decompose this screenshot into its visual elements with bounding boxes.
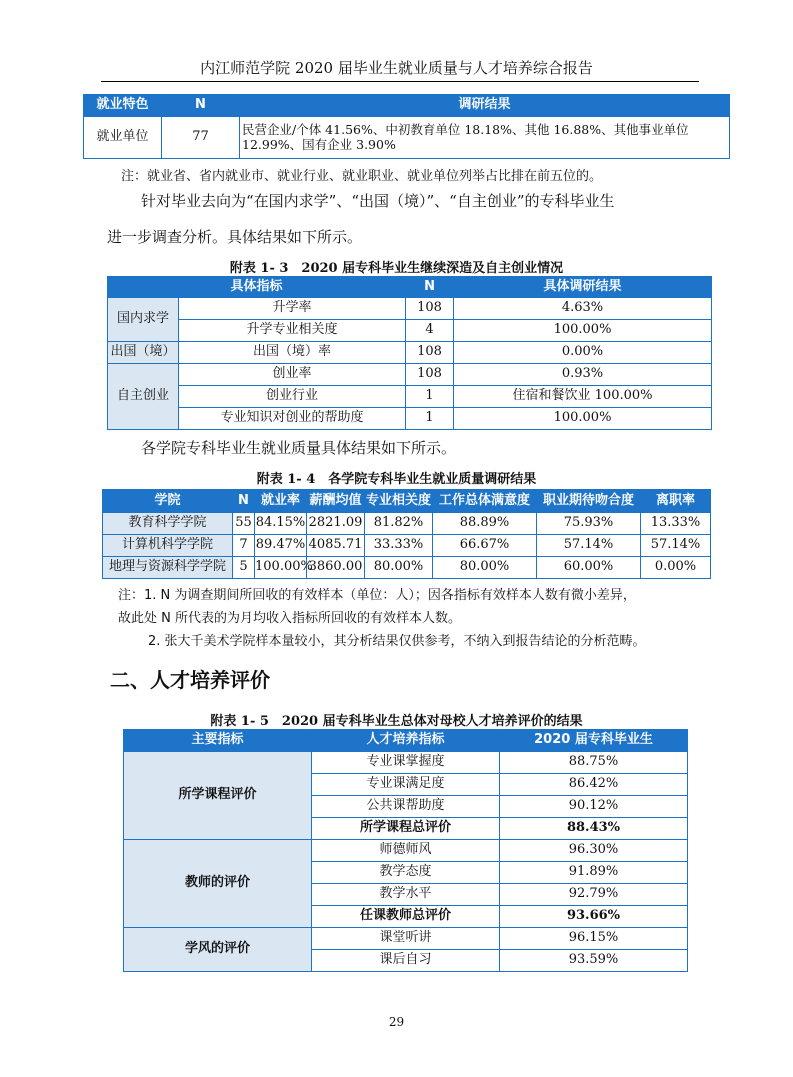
table-cell: 教学水平 bbox=[312, 884, 500, 906]
table-row bbox=[108, 386, 712, 408]
table-row bbox=[108, 320, 712, 342]
page-number: 29 bbox=[388, 1015, 405, 1029]
table-caption: 附表 1- 3 2020 届专科毕业生继续深造及自主创业情况 bbox=[229, 261, 564, 276]
table-cell: 96.30% bbox=[500, 840, 688, 862]
table-row bbox=[108, 408, 712, 430]
group-cell: 自主创业 bbox=[108, 364, 179, 430]
table-header: 专业相关度 bbox=[365, 490, 433, 513]
table-cell: 75.93% bbox=[537, 513, 641, 535]
table-row bbox=[108, 364, 712, 386]
table-header: 就业特色 bbox=[84, 95, 162, 117]
table-header: 就业率 bbox=[255, 490, 307, 513]
table-cell: 80.00% bbox=[365, 557, 433, 579]
table-header: N bbox=[406, 277, 454, 298]
table-cell bbox=[240, 117, 730, 159]
table-cell: 88.89% bbox=[433, 513, 537, 535]
table-header: 具体调研结果 bbox=[454, 277, 712, 298]
table-note: 2. 张大千美术学院样本量较小，其分析结果仅供参考，不纳入到报告结论的分析范畴。 bbox=[148, 634, 646, 649]
result-line: 12.99%、国有企业 3.90% bbox=[242, 136, 396, 152]
table-cell: 90.12% bbox=[500, 796, 688, 818]
table-cell: 86.42% bbox=[500, 774, 688, 796]
table-cell: 100.00% bbox=[454, 408, 712, 430]
table-cell: 2821.09 bbox=[307, 513, 365, 535]
table-cell: 108 bbox=[406, 298, 454, 320]
table-cell: 升学率 bbox=[179, 298, 406, 320]
table-note: 注：1. N 为调查期间所回收的有效样本（单位：人）；因各指标有效样本人数有微小差异， bbox=[118, 588, 636, 603]
table-row bbox=[84, 117, 730, 159]
table-cell: 0.00% bbox=[641, 557, 711, 579]
table-row bbox=[108, 342, 712, 364]
section-heading: 二、人才培养评价 bbox=[110, 668, 270, 692]
table-cell: 4.63% bbox=[454, 298, 712, 320]
group-cell: 出国（境） bbox=[108, 342, 179, 364]
table-header: 工作总体满意度 bbox=[433, 490, 537, 513]
table-row bbox=[103, 513, 711, 535]
table-cell: 出国（境）率 bbox=[179, 342, 406, 364]
college-quality-table bbox=[102, 489, 711, 579]
table-cell: 88.75% bbox=[500, 752, 688, 774]
group-cell: 学风的评价 bbox=[124, 928, 312, 972]
table-cell: 84.15% bbox=[255, 513, 307, 535]
table-cell: 课堂听讲 bbox=[312, 928, 500, 950]
table-header: 人才培养指标 bbox=[312, 730, 500, 752]
table-cell: 33.33% bbox=[365, 535, 433, 557]
table-cell: 3860.00 bbox=[307, 557, 365, 579]
table-cell: 7 bbox=[233, 535, 255, 557]
table-cell: 81.82% bbox=[365, 513, 433, 535]
table-header: 职业期待吻合度 bbox=[537, 490, 641, 513]
table-cell: 5 bbox=[233, 557, 255, 579]
table-cell: 108 bbox=[406, 364, 454, 386]
table-cell: 55 bbox=[233, 513, 255, 535]
table-cell: 任课教师总评价 bbox=[312, 906, 500, 928]
table-cell: 4085.71 bbox=[307, 535, 365, 557]
table-cell: 89.47% bbox=[255, 535, 307, 557]
group-cell: 教师的评价 bbox=[124, 840, 312, 928]
table-cell: 1 bbox=[406, 408, 454, 430]
paragraph-line: 针对毕业去向为“在国内求学”、“出国（境）”、“自主创业”的专科毕业生 bbox=[141, 192, 615, 210]
table-cell: 所学课程总评价 bbox=[312, 818, 500, 840]
table-row bbox=[124, 752, 688, 774]
table-header: 调研结果 bbox=[240, 95, 730, 117]
table-caption: 附表 1- 4 各学院专科毕业生就业质量调研结果 bbox=[256, 472, 537, 487]
paragraph-line: 进一步调查分析。具体结果如下所示。 bbox=[107, 228, 363, 246]
table-header: 薪酬均值 bbox=[307, 490, 365, 513]
table-header: 学院 bbox=[103, 490, 233, 513]
table-cell: 4 bbox=[406, 320, 454, 342]
table-cell: 80.00% bbox=[433, 557, 537, 579]
table-cell: 100.00% bbox=[454, 320, 712, 342]
table-cell: 93.59% bbox=[500, 950, 688, 972]
further-study-table bbox=[107, 276, 712, 430]
table-cell: 60.00% bbox=[537, 557, 641, 579]
table-header: 具体指标 bbox=[108, 277, 406, 298]
header-rule bbox=[101, 81, 699, 82]
table-row bbox=[124, 840, 688, 862]
table-cell: 创业率 bbox=[179, 364, 406, 386]
table-cell: 93.66% bbox=[500, 906, 688, 928]
table-cell: 57.14% bbox=[641, 535, 711, 557]
table-cell: 师德师风 bbox=[312, 840, 500, 862]
table-cell: 91.89% bbox=[500, 862, 688, 884]
table-note: 故此处 N 所代表的为月均收入指标所回收的有效样本人数。 bbox=[118, 611, 461, 626]
table-cell: 公共课帮助度 bbox=[312, 796, 500, 818]
table-cell: 住宿和餐饮业 100.00% bbox=[454, 386, 712, 408]
table-caption: 附表 1- 5 2020 届专科毕业生总体对母校人才培养评价的结果 bbox=[210, 714, 583, 729]
table-cell: 88.43% bbox=[500, 818, 688, 840]
page-header-title: 内江师范学院 2020 届毕业生就业质量与人才培养综合报告 bbox=[200, 59, 593, 77]
table-cell: 专业知识对创业的帮助度 bbox=[179, 408, 406, 430]
table-cell: 57.14% bbox=[537, 535, 641, 557]
table-row bbox=[103, 557, 711, 579]
table-cell: 地理与资源科学学院 bbox=[103, 557, 233, 579]
table-cell: 1 bbox=[406, 386, 454, 408]
table-cell: 100.00% bbox=[255, 557, 307, 579]
table-cell: 96.15% bbox=[500, 928, 688, 950]
table-row bbox=[124, 928, 688, 950]
group-cell: 国内求学 bbox=[108, 298, 179, 342]
table-header: 离职率 bbox=[641, 490, 711, 513]
table-cell: 13.33% bbox=[641, 513, 711, 535]
employment-features-table bbox=[83, 94, 730, 159]
table-cell: 92.79% bbox=[500, 884, 688, 906]
table-header: 主要指标 bbox=[124, 730, 312, 752]
table-cell: 108 bbox=[406, 342, 454, 364]
result-line: 民营企业/个体 41.56%、中初教育单位 18.18%、其他 16.88%、其他事业单位 bbox=[242, 122, 689, 138]
table-cell: 教学态度 bbox=[312, 862, 500, 884]
table-cell: 66.67% bbox=[433, 535, 537, 557]
paragraph-line: 各学院专科毕业生就业质量具体结果如下所示。 bbox=[141, 439, 457, 457]
table-header: N bbox=[233, 490, 255, 513]
table-cell: 0.00% bbox=[454, 342, 712, 364]
talent-evaluation-table bbox=[123, 729, 688, 972]
table-cell: 升学专业相关度 bbox=[179, 320, 406, 342]
table-cell: 教育科学学院 bbox=[103, 513, 233, 535]
table-cell: 0.93% bbox=[454, 364, 712, 386]
table-header: 2020 届专科毕业生 bbox=[500, 730, 688, 752]
table-note: 注：就业省、省内就业市、就业行业、就业职业、就业单位列举占比排在前五位的。 bbox=[121, 169, 603, 184]
table-cell: 专业课掌握度 bbox=[312, 752, 500, 774]
table-cell: 就业单位 bbox=[84, 117, 162, 159]
table-row bbox=[108, 298, 712, 320]
table-row bbox=[103, 535, 711, 557]
table-cell: 创业行业 bbox=[179, 386, 406, 408]
table-cell: 专业课满足度 bbox=[312, 774, 500, 796]
group-cell: 所学课程评价 bbox=[124, 752, 312, 840]
table-cell: 课后自习 bbox=[312, 950, 500, 972]
table-cell: 计算机科学学院 bbox=[103, 535, 233, 557]
table-cell: 77 bbox=[162, 117, 240, 159]
table-header: N bbox=[162, 95, 240, 117]
